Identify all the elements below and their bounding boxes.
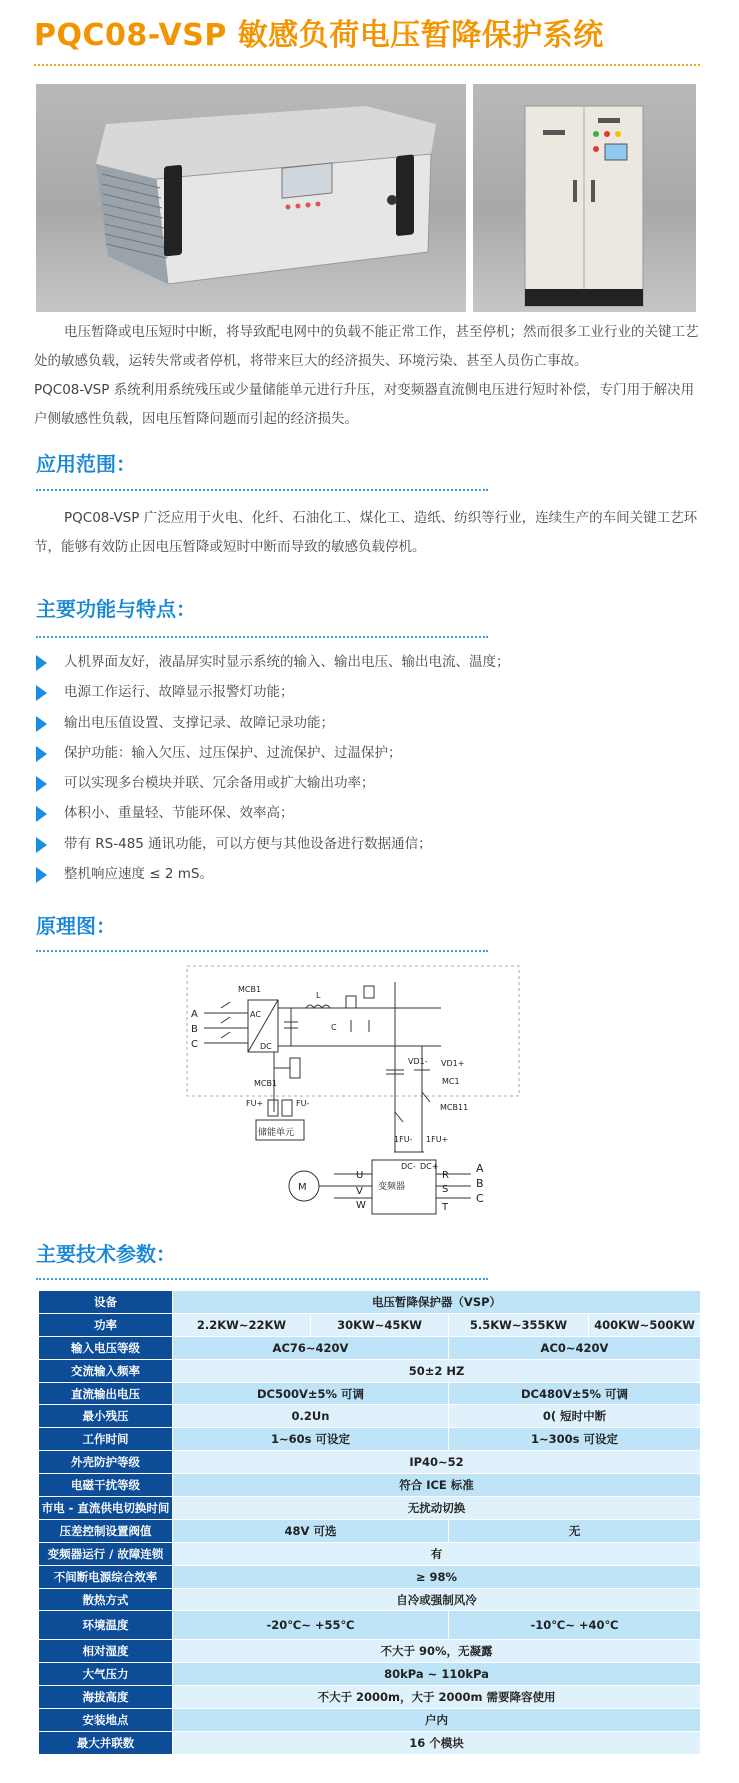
section-heading-diagram: 原理图：	[36, 914, 116, 938]
spec-table	[38, 1290, 701, 1755]
label-mcb1-lower: MCB1	[254, 1079, 278, 1088]
label-mcb1: MCB1	[238, 985, 262, 994]
label-v: V	[356, 1186, 363, 1197]
spec-value: 不大于 90%，无凝露	[173, 1640, 701, 1663]
table-row	[39, 1497, 701, 1520]
table-row	[39, 1313, 701, 1336]
table-row	[39, 1640, 701, 1663]
spec-value: 1~300s 可设定	[449, 1428, 701, 1451]
spec-label: 直流输出电压	[39, 1382, 173, 1405]
table-row	[39, 1405, 701, 1428]
label-dc: DC	[260, 1042, 272, 1051]
application-paragraph: PQC08-VSP 广泛应用于火电、化纤、石油化工、煤化工、造纸、纺织等行业，连续生产的车间关键工艺环节，能够有效防止因电压暂降或短时中断而导致的敏感负载停机。	[34, 510, 698, 555]
spec-label: 交流输入频率	[39, 1359, 173, 1382]
cabinet-illustration	[473, 84, 696, 312]
section-divider	[36, 636, 488, 638]
list-item: 可以实现多台模块并联、冗余备用或扩大输出功率；	[36, 768, 696, 798]
label-out-a: A	[476, 1162, 484, 1175]
label-motor: M	[298, 1182, 307, 1193]
list-item: 体积小、重量轻、节能环保、效率高；	[36, 798, 696, 828]
label-dc-minus: DC-	[401, 1162, 416, 1171]
label-1fu-minus: 1FU-	[394, 1135, 413, 1144]
spec-value: DC480V±5% 可调	[449, 1382, 701, 1405]
section-divider	[36, 950, 488, 952]
intro-paragraph-2: PQC08-VSP 系统利用系统残压或少量储能单元进行升压，对变频器直流侧电压进行短时补偿，专门用于解决用户侧敏感性负载，因电压暂降问题而引起的经济损失。	[34, 382, 695, 427]
table-row	[39, 1336, 701, 1359]
list-item: 电源工作运行、故障显示报警灯功能；	[36, 677, 696, 707]
spec-label: 散热方式	[39, 1588, 173, 1611]
section-heading-specs: 主要技术参数：	[36, 1242, 176, 1266]
product-photo-rack	[36, 84, 466, 312]
label-capacitor: C	[331, 1023, 337, 1032]
spec-label: 设备	[39, 1291, 173, 1314]
table-row	[39, 1474, 701, 1497]
label-w: W	[356, 1200, 366, 1211]
spec-value: 30KW~45KW	[311, 1313, 449, 1336]
table-row	[39, 1709, 701, 1732]
spec-value: ≥ 98%	[173, 1565, 701, 1588]
feature-list	[36, 647, 696, 889]
rack-unit-illustration	[36, 84, 466, 312]
spec-label: 大气压力	[39, 1663, 173, 1686]
spec-value: 有	[173, 1542, 701, 1565]
section-heading-features: 主要功能与特点：	[36, 597, 196, 621]
spec-value: AC76~420V	[173, 1336, 449, 1359]
spec-label: 相对湿度	[39, 1640, 173, 1663]
page-title: PQC08-VSP 敏感负荷电压暂降保护系统	[34, 18, 604, 53]
spec-value: 400KW~500KW	[589, 1313, 701, 1336]
table-row	[39, 1359, 701, 1382]
label-vd1-plus: VD1+	[441, 1059, 465, 1068]
list-item: 保护功能：输入欠压、过压保护、过流保护、过温保护；	[36, 738, 696, 768]
table-row	[39, 1611, 701, 1640]
spec-label: 功率	[39, 1313, 173, 1336]
label-t: T	[442, 1202, 449, 1213]
spec-label: 变频器运行 / 故障连锁	[39, 1542, 173, 1565]
label-energy-storage: 储能单元	[258, 1128, 295, 1138]
label-r: R	[442, 1170, 449, 1181]
spec-value: 1~60s 可设定	[173, 1428, 449, 1451]
spec-value: 无	[449, 1519, 701, 1542]
product-photo-cabinet	[473, 84, 696, 312]
bullet-arrow-icon	[36, 776, 47, 792]
table-row	[39, 1565, 701, 1588]
spec-label: 海拔高度	[39, 1686, 173, 1709]
spec-label: 压差控制设置阀值	[39, 1519, 173, 1542]
table-row	[39, 1732, 701, 1755]
table-row	[39, 1519, 701, 1542]
section-heading-application: 应用范围：	[36, 452, 136, 476]
label-out-c: C	[476, 1192, 484, 1205]
label-mc1: MC1	[442, 1077, 460, 1086]
label-mcb11: MCB11	[440, 1103, 469, 1112]
spec-value: 2.2KW~22KW	[173, 1313, 311, 1336]
spec-value: 16 个模块	[173, 1732, 701, 1755]
spec-label: 工作时间	[39, 1428, 173, 1451]
spec-value: -20℃~ +55℃	[173, 1611, 449, 1640]
spec-value: DC500V±5% 可调	[173, 1382, 449, 1405]
label-inverter: 变频器	[378, 1182, 406, 1192]
table-row	[39, 1428, 701, 1451]
title-divider	[34, 64, 700, 66]
label-ac: AC	[250, 1010, 261, 1019]
spec-value: 符合 ICE 标准	[173, 1474, 701, 1497]
bullet-arrow-icon	[36, 655, 47, 671]
spec-value: 电压暂降保护器（VSP）	[173, 1291, 701, 1314]
label-vd1-minus: VD1-	[408, 1057, 428, 1066]
spec-value: 0( 短时中断	[449, 1405, 701, 1428]
schematic-diagram	[186, 962, 526, 1226]
spec-label: 输入电压等级	[39, 1336, 173, 1359]
label-fu-minus: FU-	[296, 1099, 310, 1108]
label-dc-plus: DC+	[420, 1162, 439, 1171]
spec-value: 80kPa ~ 110kPa	[173, 1663, 701, 1686]
spec-label: 环境温度	[39, 1611, 173, 1640]
list-item: 人机界面友好，液晶屏实时显示系统的输入、输出电压、输出电流、温度；	[36, 647, 696, 677]
bullet-arrow-icon	[36, 716, 47, 732]
bullet-arrow-icon	[36, 685, 47, 701]
spec-label: 最大并联数	[39, 1732, 173, 1755]
intro-paragraph-1: 电压暂降或电压短时中断，将导致配电网中的负载不能正常工作，甚至停机；然而很多工业行业的关键工艺处的敏感负载，运转失常或者停机，将带来巨大的经济损失、环境污染、甚至人员伤亡事故。	[34, 324, 699, 369]
table-row	[39, 1451, 701, 1474]
spec-value: 自冷或强制风冷	[173, 1588, 701, 1611]
spec-label: 安装地点	[39, 1709, 173, 1732]
label-u: U	[356, 1170, 364, 1181]
spec-label: 不间断电源综合效率	[39, 1565, 173, 1588]
label-phase-c: C	[191, 1039, 198, 1050]
label-1fu-plus: 1FU+	[426, 1135, 449, 1144]
list-item: 带有 RS-485 通讯功能，可以方便与其他设备进行数据通信；	[36, 829, 696, 859]
bullet-arrow-icon	[36, 867, 47, 883]
label-fu-plus: FU+	[246, 1099, 264, 1108]
label-s: S	[442, 1184, 449, 1195]
list-item: 整机响应速度 ≤ 2 mS。	[36, 859, 696, 889]
spec-value: 不大于 2000m，大于 2000m 需要降容使用	[173, 1686, 701, 1709]
spec-value: 户内	[173, 1709, 701, 1732]
list-item: 输出电压值设置、支撑记录、故障记录功能；	[36, 708, 696, 738]
section-divider	[36, 1278, 488, 1280]
label-inductor: L	[316, 991, 321, 1000]
table-row	[39, 1663, 701, 1686]
label-phase-b: B	[191, 1024, 198, 1035]
table-row	[39, 1291, 701, 1314]
spec-value: 无扰动切换	[173, 1497, 701, 1520]
bullet-arrow-icon	[36, 837, 47, 853]
table-row	[39, 1686, 701, 1709]
label-phase-a: A	[191, 1009, 198, 1020]
table-row	[39, 1382, 701, 1405]
spec-label: 电磁干扰等级	[39, 1474, 173, 1497]
table-row	[39, 1542, 701, 1565]
bullet-arrow-icon	[36, 806, 47, 822]
spec-label: 最小残压	[39, 1405, 173, 1428]
spec-value: 48V 可选	[173, 1519, 449, 1542]
spec-value: AC0~420V	[449, 1336, 701, 1359]
bullet-arrow-icon	[36, 746, 47, 762]
spec-value: 5.5KW~355KW	[449, 1313, 589, 1336]
spec-value: 50±2 HZ	[173, 1359, 701, 1382]
spec-label: 市电 - 直流供电切换时间	[39, 1497, 173, 1520]
spec-label: 外壳防护等级	[39, 1451, 173, 1474]
table-row	[39, 1588, 701, 1611]
spec-value: 0.2Un	[173, 1405, 449, 1428]
spec-value: IP40~52	[173, 1451, 701, 1474]
label-out-b: B	[476, 1177, 484, 1190]
section-divider	[36, 489, 488, 491]
spec-value: -10℃~ +40℃	[449, 1611, 701, 1640]
